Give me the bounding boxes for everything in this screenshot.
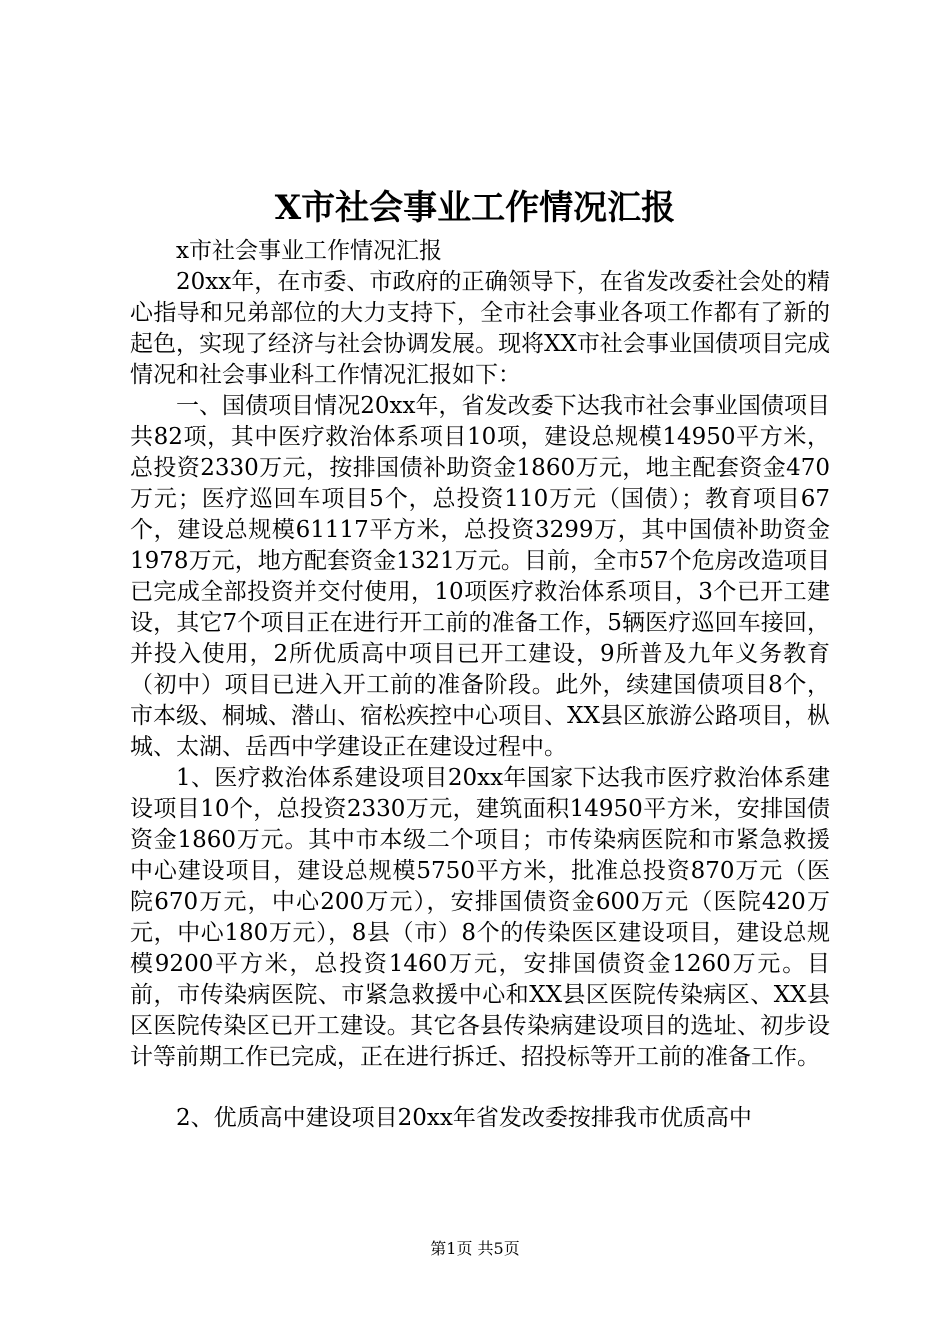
body-paragraph: x市社会事业工作情况汇报 bbox=[176, 238, 442, 264]
document-body bbox=[130, 236, 830, 1134]
document-title: X市社会事业工作情况汇报 bbox=[274, 188, 676, 228]
body-paragraph: 一、国债项目情况20xx年，省发改委下达我市社会事业国债项目共82项，其中医疗救治体系项目10项，建设总规模14950平方米，总投资2330万元，按排国债补助资金1860万元，地主配套资金470万元；医疗巡回车项目5个，总投资110万元（国债）；教育项目67个，建设总规模61117平方米，总投资3299万，其中国债补助资金1978万元，地方配套资金1321万元。目前，全市57个危房改造项目已完成全部投资并交付使用，10项医疗救治体系项目，3个已开工建设，其它7个项目正在进行开工前的准备工作，5辆医疗巡回车接回，并投入使用，2所优质高中项目已开工建设，9所普及九年义务教育（初中）项目已进入开工前的准备阶段。此外，续建国债项目8个，市本级、桐城、潜山、宿松疾控中心项目、XX县区旅游公路项目，枞城、太湖、岳西中学建设正在建设过程中。 bbox=[130, 393, 830, 760]
page-number-footer: 第1页 共5页 bbox=[430, 1239, 520, 1258]
body-paragraph: 2、优质高中建设项目20xx年省发改委按排我市优质高中 bbox=[176, 1105, 752, 1131]
body-paragraph: 1、医疗救治体系建设项目20xx年国家下达我市医疗救治体系建设项目10个，总投资2330万元，建筑面积14950平方米，安排国债资金1860万元。其中市本级二个项目；市传染病医院和市紧急救援中心建设项目，建设总规模5750平方米，批准总投资870万元（医院670万元，中心200万元），安排国债资金600万元（医院420万元，中心180万元），8县（市）8个的传染医区建设项目，建设总规模9200平方米，总投资1460万元，安排国债资金1260万元。目前，市传染病医院、市紧急救援中心和XX县区医院传染病区、XX县区医院传染区已开工建设。其它各县传染病建设项目的选址、初步设计等前期工作已完成，正在进行拆迁、招投标等开工前的准备工作。 bbox=[130, 765, 830, 1070]
body-paragraph: 20xx年，在市委、市政府的正确领导下，在省发改委社会处的精心指导和兄弟部位的大力支持下，全市社会事业各项工作都有了新的起色，实现了经济与社会协调发展。现将XX市社会事业国债项目完成情况和社会事业科工作情况汇报如下： bbox=[130, 269, 830, 388]
